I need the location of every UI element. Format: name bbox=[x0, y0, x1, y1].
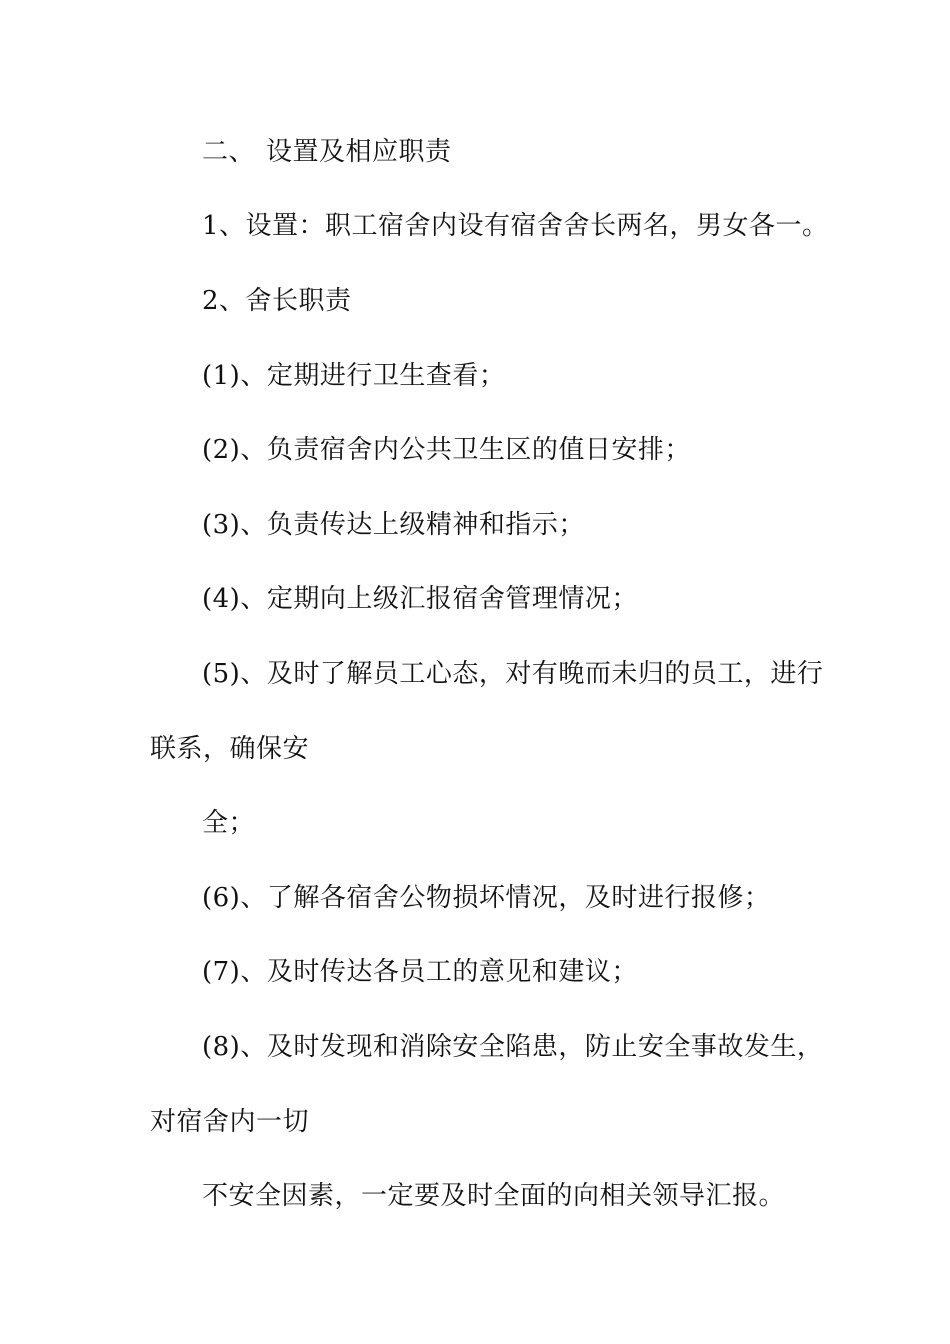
duty-item-5-line-1: (5)、及时了解员工心态，对有晚而未归的员工，进行 bbox=[202, 659, 824, 689]
duty-item-1: (1)、定期进行卫生查看； bbox=[202, 361, 506, 391]
section-number: 二、 bbox=[202, 137, 256, 167]
duty-item-4: (4)、定期向上级汇报宿舍管理情况； bbox=[202, 584, 638, 614]
paragraph-duties-title: 2、舍长职责 bbox=[202, 286, 352, 316]
duty-item-8-line-2: 对宿舍内一切 bbox=[150, 1107, 310, 1137]
section-heading bbox=[202, 137, 452, 167]
duty-item-6: (6)、了解各宿舍公物损坏情况，及时进行报修； bbox=[202, 883, 771, 913]
duty-item-5-line-3: 全； bbox=[202, 808, 256, 838]
duty-item-2: (2)、负责宿舍内公共卫生区的值日安排； bbox=[202, 435, 691, 465]
duty-item-7: (7)、及时传达各员工的意见和建议； bbox=[202, 957, 638, 987]
section-title: 设置及相应职责 bbox=[266, 137, 452, 167]
paragraph-setup: 1、设置：职工宿舍内设有宿舍舍长两名，男女各一。 bbox=[202, 211, 829, 241]
duty-item-8-line-1: (8)、及时发现和消除安全陷患，防止安全事故发生， bbox=[202, 1032, 824, 1062]
duty-item-5-line-2: 联系，确保安 bbox=[150, 734, 310, 764]
duty-item-8-line-3: 不安全因素，一定要及时全面的向相关领导汇报。 bbox=[202, 1181, 786, 1211]
duty-item-3: (3)、负责传达上级精神和指示； bbox=[202, 510, 585, 540]
